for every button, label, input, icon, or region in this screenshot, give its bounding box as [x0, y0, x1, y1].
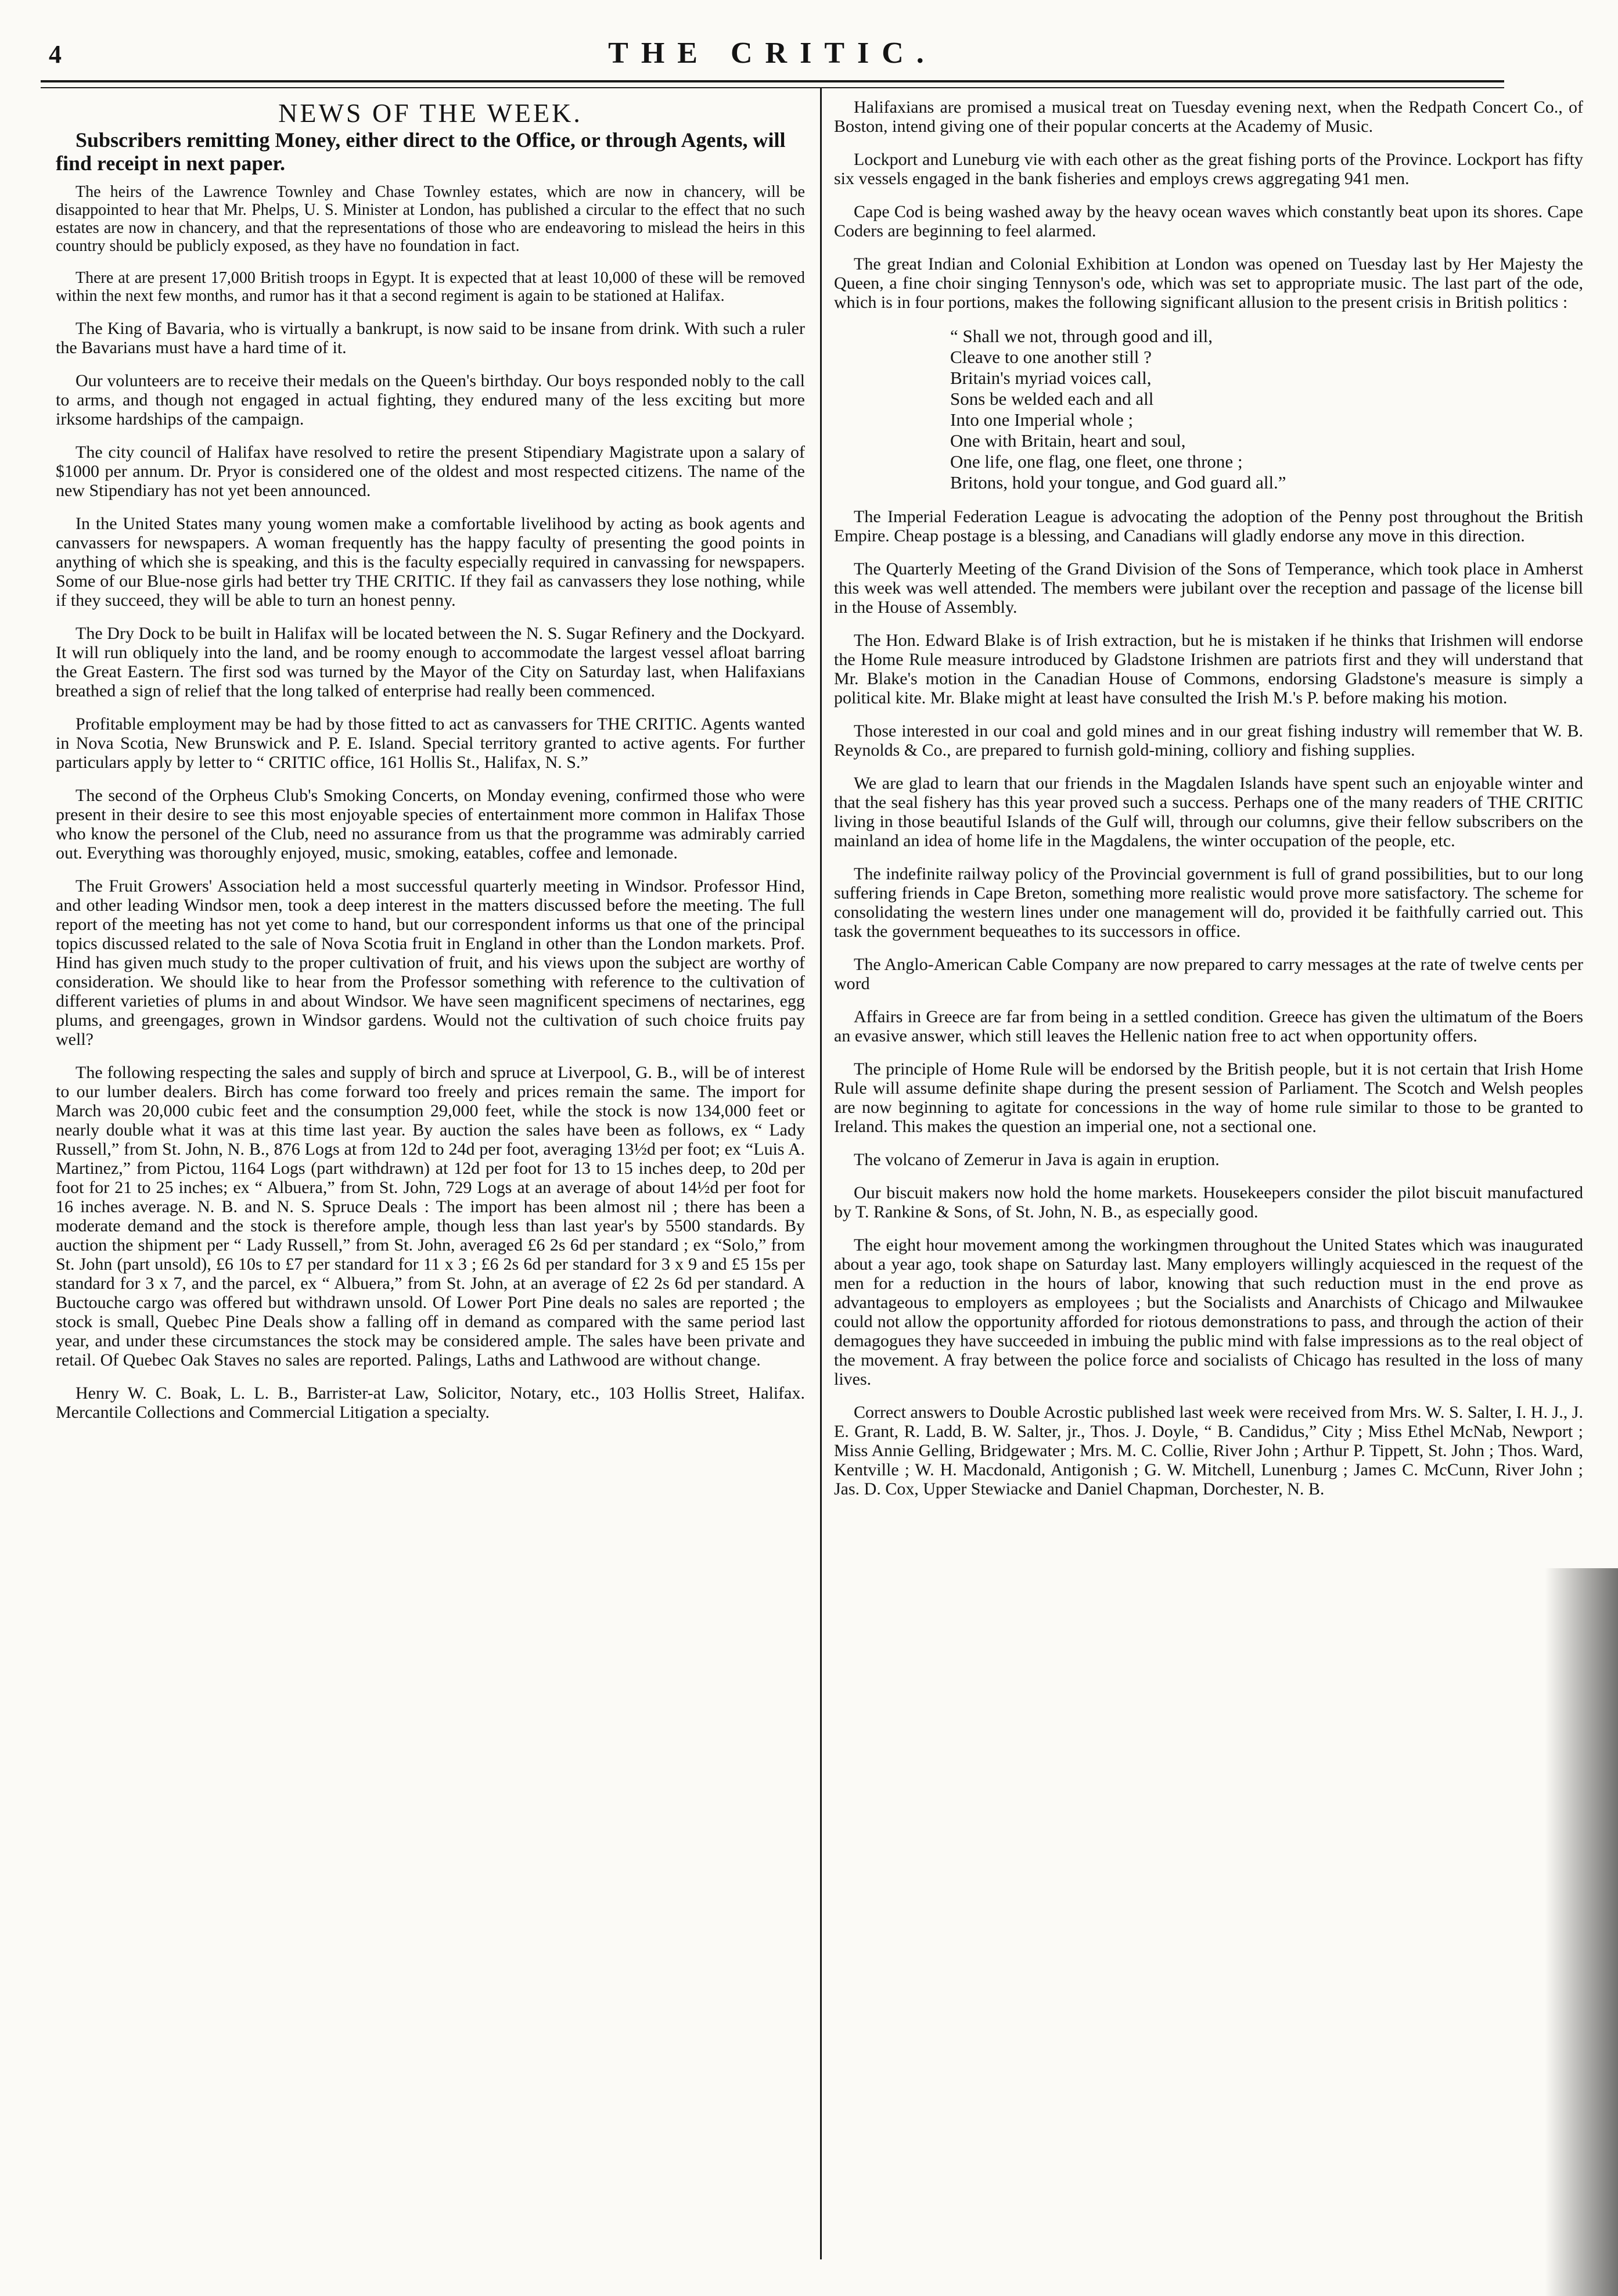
article-paragraph: Profitable employment may be had by those fitted to act as canvassers for THE CRITIC. Agents wanted in Nova Scotia, New Brunswick and P. E. Island. Special territory granted to active agents. For further particulars apply by letter to “ CRITIC office, 161 Hollis St., Halifax, N. S.” — [56, 714, 805, 772]
article-paragraph: The Imperial Federation League is advocating the adoption of the Penny post throughout the British Empire. Cheap postage is a blessing, and Canadians will gladly endorse any move in this direction. — [834, 507, 1583, 545]
poem-line: Cleave to one another still ? — [950, 347, 1152, 367]
article-paragraph: The city council of Halifax have resolved to retire the present Stipendiary Magistrate upon a salary of $1000 per annum. Dr. Pryor is considered one of the oldest and most respected citizens. The name of the new Stipendiary has not yet been announced. — [56, 443, 805, 500]
left-column — [56, 98, 805, 2258]
article-paragraph: The Dry Dock to be built in Halifax will be located between the N. S. Sugar Refinery and the Dockyard. It will run obliquely into the land, and be roomy enough to accommodate the largest vessel afloat barring the Great Eastern. The first sod was turned by the Mayor of the City on Saturday last, when Halifaxians breathed a sign of relief that the long talked of enterprise had really been commenced. — [56, 624, 805, 700]
poem-line: “ Shall we not, through good and ill, — [950, 326, 1213, 346]
article-paragraph: Those interested in our coal and gold mines and in our great fishing industry will remember that W. B. Reynolds & Co., are prepared to furnish gold-mining, colliory and fishing supplies. — [834, 721, 1583, 760]
article-paragraph: Cape Cod is being washed away by the heavy ocean waves which constantly beat upon its shores. Cape Coders are beginning to feel alarmed. — [834, 202, 1583, 240]
section-heading: NEWS OF THE WEEK. — [278, 98, 583, 128]
article-paragraph: In the United States many young women make a comfortable livelihood by acting as book agents and canvassers for newspapers. A woman frequently has the happy faculty of presenting the good points in anything of which she is speaking, and this is the faculty especially required in canvassing for newspapers. Some of our Blue-nose girls had better try THE CRITIC. If they fail as canvassers they lose nothing, while if they succeed, they will be able to turn an honest penny. — [56, 514, 805, 610]
article-paragraph: Lockport and Luneburg vie with each other as the great fishing ports of the Province. Lockport has fifty six vessels engaged in the bank fisheries and employs crews aggregating 941 men. — [834, 150, 1583, 188]
article-paragraph: The principle of Home Rule will be endorsed by the British people, but it is not certain that Irish Home Rule will assume definite shape during the present session of Parliament. The Scotch and Welsh peoples are now beginning to agitate for concessions in the way of home rule similar to those to be granted to Ireland. This makes the question an imperial one, not a sectional one. — [834, 1059, 1583, 1136]
poem-line: Britons, hold your tongue, and God guard all.” — [950, 472, 1286, 493]
header-rule-secondary — [41, 87, 1504, 88]
article-paragraph: The great Indian and Colonial Exhibition at London was opened on Tuesday last by Her Majesty the Queen, a fine choir singing Tennyson's ode, which was set to appropriate music. The last part of the ode, which is in four portions, makes the following significant allusion to the present crisis in British politics : — [834, 254, 1583, 312]
article-paragraph: The heirs of the Lawrence Townley and Chase Townley estates, which are now in chancery, will be disappointed to hear that Mr. Phelps, U. S. Minister at London, has published a circular to the effect that no such estates are now in chancery, and that the representations of those who are endeavoring to mislead the heirs in this country should be publicly exposed, as they have no foundation in fact. — [56, 183, 805, 255]
article-paragraph: Affairs in Greece are far from being in a settled condition. Greece has given the ultimatum of the Boers an evasive answer, which still leaves the Hellenic nation free to act when opportunity offers. — [834, 1007, 1583, 1045]
poem-line: Sons be welded each and all — [950, 389, 1154, 409]
article-paragraph: The eight hour movement among the workingmen throughout the United States which was inaugurated about a year ago, took shape on Saturday last. Many employers willingly acquiesced in the request of the men for a reduction in the hours of labor, knowing that such reduction must in the end prove as advantageous to employers as employees ; but the Socialists and Anarchists of Chicago and Milwaukee could not allow the opportunity afforded for riotous demonstrations to pass, and through the action of their demagogues they have succeeded in imbuing the public mind with false impressions as to the real object of the movement. A fray between the police force and socialists of Chicago has resulted in the loss of many lives. — [834, 1235, 1583, 1389]
poem-line: One with Britain, heart and soul, — [950, 430, 1186, 451]
article-paragraph: Henry W. C. Boak, L. L. B., Barrister-at Law, Solicitor, Notary, etc., 103 Hollis Street, Halifax. Mercantile Collections and Commercial Litigation a specialty. — [56, 1384, 805, 1422]
poem-line: Britain's myriad voices call, — [950, 368, 1152, 388]
article-paragraph: The King of Bavaria, who is virtually a bankrupt, is now said to be insane from drink. With such a ruler the Bavarians must have a hard time of it. — [56, 319, 805, 357]
article-paragraph: Our biscuit makers now hold the home markets. Housekeepers consider the pilot biscuit manufactured by T. Rankine & Sons, of St. John, N. B., as especially good. — [834, 1183, 1583, 1221]
masthead — [41, 35, 1504, 76]
article-paragraph: Our volunteers are to receive their medals on the Queen's birthday. Our boys responded nobly to the call to arms, and though not engaged in actual fighting, they endured many of the less exciting but more irksome hardships of the campaign. — [56, 371, 805, 429]
article-paragraph: The volcano of Zemerur in Java is again in eruption. — [854, 1150, 1220, 1169]
ode-poem — [950, 326, 1583, 493]
article-paragraph: The Quarterly Meeting of the Grand Division of the Sons of Temperance, which took place in Amherst this week was well attended. The members were jubilant over the reception and passage of the license bill in the House of Assembly. — [834, 559, 1583, 617]
article-paragraph: There at are present 17,000 British troops in Egypt. It is expected that at least 10,000 of these will be removed within the next few months, and rumor has it that a second regiment is again to be stationed at Halifax. — [56, 269, 805, 305]
article-paragraph: The Hon. Edward Blake is of Irish extraction, but he is mistaken if he thinks that Irishmen will endorse the Home Rule measure introduced by Gladstone Irishmen are patriots first and they will understand that Mr. Blake's motion in the Canadian House of Commons, endorsing Gladstone's measure is simply a political kite. Mr. Blake might at least have consulted the Irish M.'s P. before making his motion. — [834, 631, 1583, 707]
article-paragraph: The second of the Orpheus Club's Smoking Concerts, on Monday evening, confirmed those who were present in their desire to see this most enjoyable species of entertainment more common in Halifax Those who know the personel of the Club, need no assurance from us that the programme was admirably carried out. Everything was thoroughly enjoyed, music, smoking, eatables, coffee and lemonade. — [56, 786, 805, 863]
subscribers-notice: Subscribers remitting Money, either direct to the Office, or through Agents, will find receipt in next paper. — [56, 128, 786, 175]
article-paragraph: The Anglo-American Cable Company are now prepared to carry messages at the rate of twelve cents per word — [834, 955, 1583, 993]
right-column — [834, 98, 1583, 2258]
article-paragraph: Correct answers to Double Acrostic published last week were received from Mrs. W. S. Salter, I. H. J., J. E. Grant, R. Ladd, B. W. Salter, jr., Thos. J. Doyle, “ B. Candidus,” City ; Miss Ethel McNab, Newport ; Miss Annie Gelling, Bridgewater ; Mrs. M. C. Collie, River John ; Arthur P. Tippett, St. John ; Thos. Ward, Kentville ; W. H. Macdonald, Antigonish ; G. W. Mitchell, Lunenburg ; James C. McCunn, River John ; Jas. D. Cox, Upper Stewiacke and Daniel Chapman, Dorchester, N. B. — [834, 1403, 1583, 1499]
scan-edge-shadow — [1545, 1568, 1618, 2296]
page-number: 4 — [49, 40, 62, 69]
poem-line: Into one Imperial whole ; — [950, 409, 1134, 430]
article-paragraph: The Fruit Growers' Association held a most successful quarterly meeting in Windsor. Professor Hind, and other leading Windsor men, took a deep interest in the matters discussed before the meeting. The full report of the meeting has not yet come to hand, but our correspondent informs us that one of the principal topics discussed related to the sale of Nova Scotia fruit in England in other than the London markets. Prof. Hind has given much study to the proper cultivation of fruit, and his views upon the subject are worthy of consideration. We should like to hear from the Professor something with reference to the cultivation of different varieties of plums in and about Windsor. We have seen magnificent specimens of nectarines, egg plums, and greengages, grown in Windsor gardens. Would not the cultivation of such choice fruits pay well? — [56, 876, 805, 1049]
header-rule — [41, 80, 1504, 82]
paper-title: THE CRITIC. — [608, 37, 937, 70]
article-paragraph: The indefinite railway policy of the Provincial government is full of grand possibilities, but to our long suffering friends in Cape Breton, something more realistic would prove more satisfactory. The scheme for consolidating the western lines under one management will do, provided it be faithfully carried out. This task the government bequeathes to its successors in office. — [834, 864, 1583, 941]
column-divider — [820, 87, 822, 2259]
article-paragraph: Halifaxians are promised a musical treat on Tuesday evening next, when the Redpath Concert Co., of Boston, intend giving one of their popular concerts at the Academy of Music. — [834, 98, 1583, 136]
article-paragraph: The following respecting the sales and supply of birch and spruce at Liverpool, G. B., will be of interest to our lumber dealers. Birch has come forward too freely and prices remain the same. The import for March was 20,000 cubic feet and the consumption 29,000 feet, while the stock is now 134,000 feet or nearly double what it was at this time last year. By auction the sales have been as follows, ex “ Lady Russell,” from St. John, N. B., 876 Logs at from 12d to 24d per foot, averaging 13½d per foot; ex “Luis A. Martinez,” from Pictou, 1164 Logs (part withdrawn) at 12d per foot for 13 to 15 inches deep, to 20d per foot for 21 to 25 inches; ex “ Albuera,” from St. John, 729 Logs at an average of about 14½d per foot for 16 inches average. N. B. and N. S. Spruce Deals : The import has been almost nil ; there has been a moderate demand and the stock is therefore ample, though less than last year's by 5500 standards. By auction the shipment per “ Lady Russell,” from St. John, averaged £6 2s 6d per standard ; ex “Solo,” from St. John (part unsold), £6 10s to £7 per standard for 11 x 3 ; £6 2s 6d per standard for 3 x 9 and £5 15s per standard for 3 x 7, and the parcel, ex “ Albuera,” from St. John, at an average of £2 2s 6d per standard. A Buctouche cargo was offered but withdrawn unsold. Of Lower Port Pine deals no sales are reported ; the stock is small, Quebec Pine Deals show a falling off in demand as compared with the same period last year, and under these circumstances the stock may be considered ample. The sales have been private and retail. Of Quebec Oak Staves no sales are reported. Palings, Laths and Lathwood are without change. — [56, 1063, 805, 1370]
poem-line: One life, one flag, one fleet, one throne ; — [950, 451, 1243, 472]
article-paragraph: We are glad to learn that our friends in the Magdalen Islands have spent such an enjoyable winter and that the seal fishery has this year proved such a success. Perhaps one of the many readers of THE CRITIC living in those beautiful Islands of the Gulf will, through our columns, give their fellow subscribers on the mainland an idea of home life in the Magdalens, the winter occupation of the people, etc. — [834, 774, 1583, 850]
